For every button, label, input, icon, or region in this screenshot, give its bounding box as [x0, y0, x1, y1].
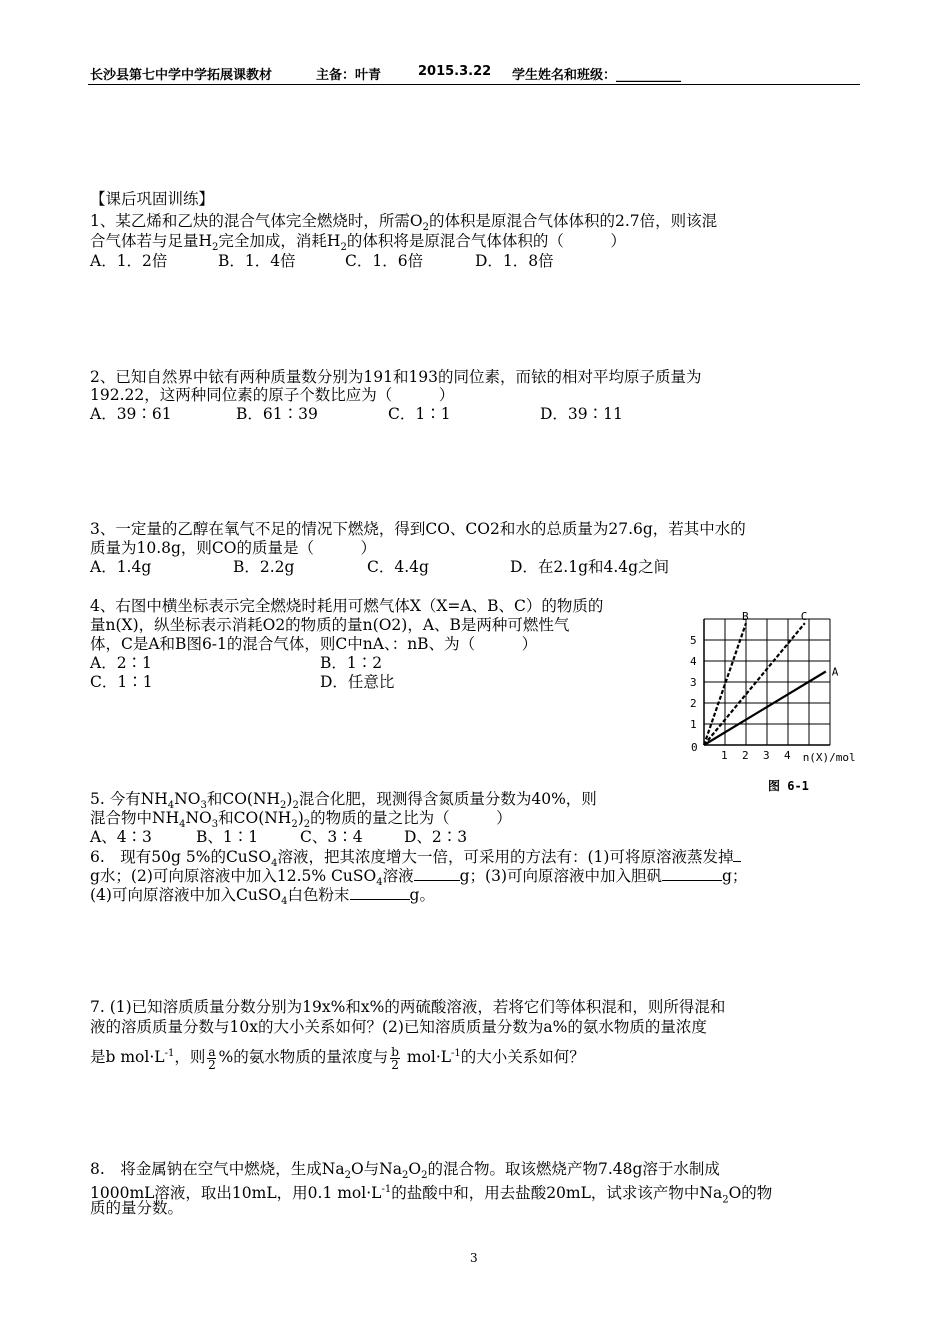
page-number: 3	[470, 1251, 478, 1265]
q6-line1: 6. 现有50g 5%的CuSO$_4$溶液，把其浓度增大一倍，可采用的方法有：(1)可将原溶液蒸发掉	[90, 847, 741, 873]
q7-line1: 7. (1)已知溶质质量分数分别为19x%和x%的两硫酸溶液，若将它们等体积混和，则所得混和	[90, 998, 726, 1016]
series-line-C	[704, 623, 805, 745]
q5-option-d: D、2∶3	[404, 828, 468, 846]
y-tick-label: 5	[690, 634, 697, 647]
y-tick-label: 1	[690, 718, 697, 731]
q6-blank-1[interactable]	[733, 847, 741, 862]
fraction-a-over-2: $\frac{a}{2}$	[208, 1044, 216, 1072]
q4-option-b: B．1∶2	[320, 654, 383, 672]
x-axis-label: n(X)/mol	[802, 751, 856, 764]
q4-option-c: C．1∶1	[90, 673, 153, 691]
q8-line1: 8. 将金属钠在空气中燃烧，生成$Na_2O$与$Na_2O_2$的混合物。取该燃烧产物7.48g溶于水制成	[90, 1160, 720, 1182]
q5-line2: 混合物中$NH_4NO_3$和$CO(NH_2)_2$的物质的量之比为（ ）	[90, 809, 512, 831]
q1-option-b: B．1．4倍	[218, 252, 296, 270]
header-rule	[88, 84, 860, 85]
q3-option-d: D．在2.1g和4.4g之间	[510, 558, 670, 576]
series-label-B: B	[742, 610, 749, 624]
series-label-C: C	[800, 610, 808, 624]
q2-option-c: C．1∶1	[388, 405, 451, 423]
q5-option-a: A、4∶3	[90, 828, 152, 846]
figure-6-1	[672, 590, 887, 800]
q5-option-c: C、3∶4	[300, 828, 363, 846]
series-label-A: A	[831, 665, 839, 679]
q5-option-b: B、1∶1	[196, 828, 259, 846]
q6-line3: (4)可向原溶液中加入CuSO$_4$白色粉末 g。	[90, 886, 435, 908]
header-school: 长沙县第七中学中学拓展课教材	[90, 68, 273, 83]
series-line-A	[704, 672, 826, 746]
q8-line3: 质的量分数。	[90, 1199, 184, 1217]
q2-option-b: B．61∶39	[236, 405, 318, 423]
figure-caption: 图 6-1	[768, 779, 809, 793]
figure-lines	[704, 623, 826, 745]
q3-option-a: A．1.4g	[90, 558, 152, 576]
x-tick-label: 4	[784, 749, 791, 762]
q3-line2: 质量为10.8g，则CO的质量是（ ）	[90, 539, 377, 557]
q6-line2: g水；(2)可向原溶液中加入12.5% CuSO$_4$溶液 g；(3)可向原溶液中加入胆矾 g；	[90, 867, 748, 889]
q2-option-a: A．39∶61	[90, 405, 172, 423]
y-tick-label: 3	[690, 676, 697, 689]
q1-line2: 合气体若与足量$H_2$完全加成，消耗$H_2$的体积将是原混合气体体积的（ ）	[90, 232, 626, 254]
q1-option-a: A．1．2倍	[90, 252, 168, 270]
y-tick-label: 4	[690, 655, 697, 668]
q7-line3: 是b $mol\cdot L^{-1}$，则 $\frac{a}{2}$ %的氨水物质的量浓度与 $\frac{b}{2}$ $mol\cdot L^{-1}$的大小关系如何？	[90, 1044, 585, 1072]
q6-blank-4[interactable]	[350, 885, 410, 900]
q6-blank-2[interactable]	[414, 866, 460, 881]
q4-option-a: A．2∶1	[90, 654, 152, 672]
header-student: 学生姓名和班级：__________	[512, 68, 682, 83]
q2-line1: 2、已知自然界中铱有两种质量数分别为191和193的同位素，而铱的相对平均原子质量为	[90, 368, 702, 386]
x-tick-label: 2	[742, 749, 749, 762]
q2-line2: 192.22，这两种同位素的原子个数比应为（ ）	[90, 386, 455, 404]
q3-option-c: C．4.4g	[367, 558, 429, 576]
q4-line3: 体，C是A和B图6-1的混合气体，则C中nA、：nB、为（ ）	[90, 635, 538, 653]
q3-option-b: B．2.2g	[233, 558, 295, 576]
header-editor: 主备：叶青	[316, 68, 382, 83]
x-tick-label: 3	[763, 749, 770, 762]
q7-line2: 液的溶质质量分数与10x的大小关系如何？(2)已知溶质质量分数为a%的氨水物质的量浓度	[90, 1018, 707, 1036]
q5-line1: 5. 今有$NH_4NO_3$和$CO(NH_2)_2$混合化肥，现测得含氮质量分数为40%，则	[90, 790, 597, 812]
q6-blank-3[interactable]	[662, 866, 722, 881]
q1-option-c: C．1．6倍	[345, 252, 424, 270]
x-tick-label: 1	[721, 749, 728, 762]
q4-line1: 4、右图中横坐标表示完全燃烧时耗用可燃气体X（X=A、B、C）的物质的	[90, 597, 604, 615]
header-date: 2015.3.22	[418, 64, 492, 79]
q3-line1: 3、一定量的乙醇在氧气不足的情况下燃烧，得到CO、CO2和水的总质量为27.6g，若其中水的	[90, 520, 746, 538]
fraction-b-over-2: $\frac{b}{2}$	[391, 1044, 399, 1072]
y-tick-label: 2	[690, 697, 697, 710]
q4-option-d: D．任意比	[320, 673, 395, 691]
section-title: 【课后巩固训练】	[90, 190, 215, 208]
origin-label: 0	[691, 741, 698, 754]
q8-line2: 1000mL溶液，取出10mL，用0.1 $mol\cdot L^{-1}$的盐酸中和，用去盐酸20mL，试求该产物中$Na_2O$的物	[90, 1184, 773, 1206]
q4-line2: 量n(X)，纵坐标表示消耗O2的物质的量n(O2)，A、B是两种可燃性气	[90, 616, 570, 634]
q1-option-d: D．1．8倍	[475, 252, 554, 270]
q1-line1: 1、某乙烯和乙炔的混合气体完全燃烧时，所需$O_2$的体积是原混合气体体积的2.7倍，则该混	[90, 212, 718, 234]
figure-grid	[704, 619, 830, 745]
q2-option-d: D．39∶11	[540, 405, 623, 423]
